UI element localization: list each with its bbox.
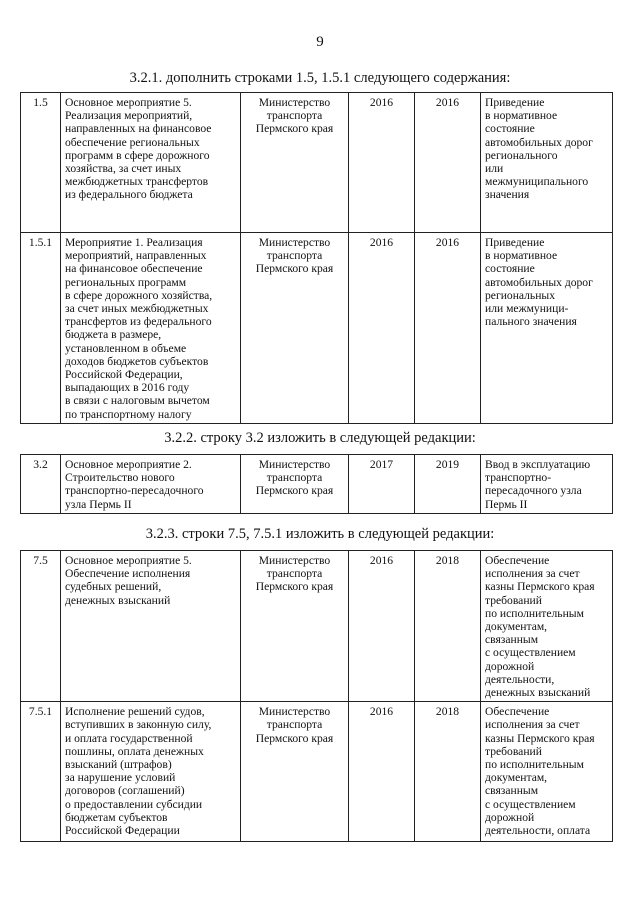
table-row	[21, 702, 613, 842]
executor: Министерство транспорта Пермского края	[241, 455, 349, 514]
end-year: 2018	[415, 551, 481, 702]
end-year: 2019	[415, 455, 481, 514]
row-number: 1.5.1	[21, 233, 61, 424]
start-year: 2016	[349, 93, 415, 233]
end-year: 2016	[415, 93, 481, 233]
table-row	[21, 455, 613, 514]
activity-name: Основное мероприятие 5. Обеспечение исполнения судебных решений, денежных взысканий	[61, 551, 241, 702]
activity-name: Исполнение решений судов, вступивших в законную силу, и оплата государственной пошлины, оплата денежных взысканий (штрафов) за нарушение условий договоров (соглашений) о предоставлении субсидии бюджетам субъектов Российской Федерации	[61, 702, 241, 842]
start-year: 2016	[349, 702, 415, 842]
start-year: 2016	[349, 233, 415, 424]
row-number: 3.2	[21, 455, 61, 514]
expected-result: Приведение в нормативное состояние автомобильных дорог региональных или межмуници- пального значения	[481, 233, 613, 424]
executor: Министерство транспорта Пермского края	[241, 702, 349, 842]
activity-name: Мероприятие 1. Реализация мероприятий, направленных на финансовое обеспечение региональных программ в сфере дорожного хозяйства, за счет иных межбюджетных трансфертов из федерального бюджета в размере, установленном в объеме доходов бюджетов субъектов Российской Федерации, выпадающих в 2016 году в связи с налоговым вычетом по транспортному налогу	[61, 233, 241, 424]
row-number: 1.5	[21, 93, 61, 233]
section-heading-3-2-2: 3.2.2. строку 3.2 изложить в следующей редакции:	[164, 430, 476, 446]
start-year: 2016	[349, 551, 415, 702]
activity-name: Основное мероприятие 2. Строительство нового транспортно-пересадочного узла Пермь II	[61, 455, 241, 514]
executor: Министерство транспорта Пермского края	[241, 233, 349, 424]
table-3-2-1	[20, 92, 613, 424]
table-row	[21, 233, 613, 424]
end-year: 2018	[415, 702, 481, 842]
page-number: 9	[316, 34, 324, 50]
expected-result: Обеспечение исполнения за счет казны Пермского края требований по исполнительным документам, связанным с осуществлением дорожной деятельности, денежных взысканий	[481, 551, 613, 702]
row-number: 7.5.1	[21, 702, 61, 842]
expected-result: Ввод в эксплуатацию транспортно- пересадочного узла Пермь II	[481, 455, 613, 514]
section-heading-3-2-1: 3.2.1. дополнить строками 1.5, 1.5.1 следующего содержания:	[129, 70, 511, 86]
end-year: 2016	[415, 233, 481, 424]
expected-result: Обеспечение исполнения за счет казны Пермского края требований по исполнительным документам, связанным с осуществлением дорожной деятельности, оплата	[481, 702, 613, 842]
table-row	[21, 93, 613, 233]
table-3-2-3	[20, 550, 613, 842]
start-year: 2017	[349, 455, 415, 514]
table-row	[21, 551, 613, 702]
expected-result: Приведение в нормативное состояние автомобильных дорог регионального или межмуниципального значения	[481, 93, 613, 233]
executor: Министерство транспорта Пермского края	[241, 551, 349, 702]
section-heading-3-2-3: 3.2.3. строки 7.5, 7.5.1 изложить в следующей редакции:	[145, 526, 495, 542]
executor: Министерство транспорта Пермского края	[241, 93, 349, 233]
activity-name: Основное мероприятие 5. Реализация мероприятий, направленных на финансовое обеспечение региональных программ в сфере дорожного хозяйства, за счет иных межбюджетных трансфертов из федерального бюджета	[61, 93, 241, 233]
row-number: 7.5	[21, 551, 61, 702]
table-3-2-2	[20, 454, 613, 514]
